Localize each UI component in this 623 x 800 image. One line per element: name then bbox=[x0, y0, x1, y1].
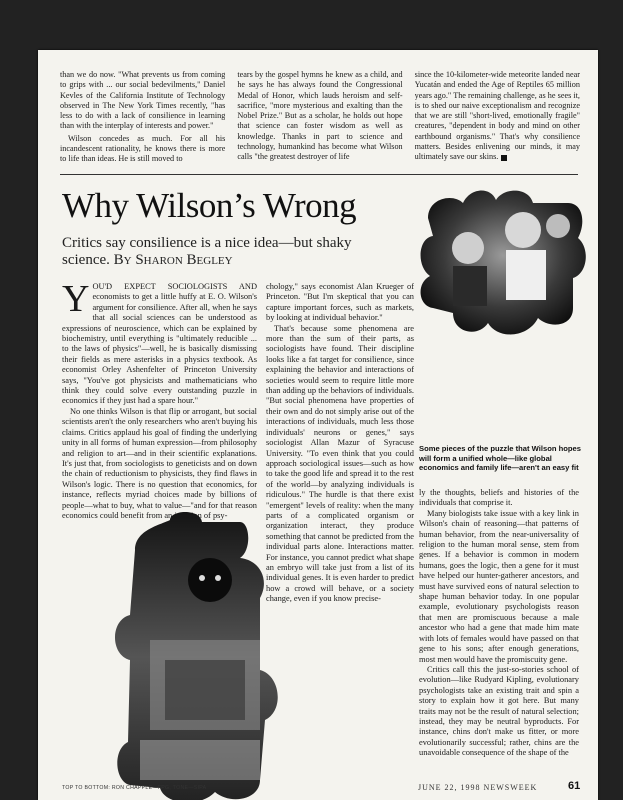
top-column-1 bbox=[60, 70, 225, 196]
paragraph: Many biologists take issue with a key link in Wilson's chain of reasoning—that patterns of human behavior, from the near-universality of religion to the human moral sense, stem from genes. If a behavior is common in modern humans, goes the logic, then a gene for it must have helped our hunter-gatherer ancestors, and must have survived eons of natural selection to shape human behavior today. In one popular example, evolutionary psychologists reason that men are promiscuous because a male ancestor who had a gene that made him mate with lots of females would have passed on that gene to his sons; after enough generations, most men would have the promiscuity gene. bbox=[419, 508, 579, 664]
byline: By Sharon Begley bbox=[113, 252, 233, 268]
paragraph: Wilson concedes as much. For all his incandescent rationality, he knows there is more to life than ideas. He is still moved to bbox=[60, 133, 226, 164]
paragraph: tears by the gospel hymns he knew as a child, and he says he has always found the Congressional Medal of Honor, which lauds heroism and self-sacrifice, "more mysterious and exalting than the Nobel Prize." But as a scholar, he holds out hope that science can foster wisdom as well as knowledge. Thanks in part to science and technology, humankind has become what Wilson calls "the greatest destroyer of life bbox=[237, 70, 403, 162]
end-mark-icon bbox=[501, 155, 507, 161]
paragraph: That's because some phenomena are more than the sum of their parts, as sociologists have found. Their discipline looks like a fat target for consilience, since explaining the behavior and interactions of societies would seem to require little more than adding up the behaviors of individuals. "But social phenomena have properties of their own and do not simply arise out of the interactions of individuals, much less those individuals' neurons or genes," says sociologist Allan Mazur of Syracuse University. "To even think that you could approach sociological issues—such as how to take the good life and spread it to the rest of the world—by analyzing individuals is ridiculous." The hurdle is that there exist "emergent" levels of reality: when the many parts of a complicated organism or organization interact, they produce something that cannot be predicted from the individual parts alone. Interactions matter. For instance, you cannot predict what shape an embryo will take just from a list of its individual genes. It is even harder to predict how a crowd will behave, or a society change, even if you know precise- bbox=[266, 323, 414, 604]
paragraph: ly the thoughts, beliefs and histories of the individuals that comprise it. bbox=[419, 488, 579, 508]
paragraph bbox=[62, 282, 257, 407]
paragraph: No one thinks Wilson is that flip or arrogant, but social scientists aren't the only researchers who aren't buying his claims. Critics applaud his goal of finding the underlying unity in all forms of human expression—from philosophy and religion to art—and in their scientific explanations. It's just that, from sociologists to geneticists and on down the chain of reductionism to physicists, they find flaws in Wilson's logic. There is no question that economics, for instance, reflects myriad choices made by billions of people—what to buy, what to value—"and for that reason economics could benefit from an infusion of psy- bbox=[62, 406, 257, 520]
paragraph-text: since the 10-kilometer-wide meteorite landed near Yucatán and ended the Age of Reptiles 65 million years ago." The remaining challenge, as he sees it, is to shed our naive exceptionalism and recognize that we are still "short-lived, emotionally fragile" creatures, "dependent in body and mind on other earthbound organisms." That's why consilience matters. Besides enlivening our minds, it may ultimately save our skins. bbox=[414, 70, 580, 162]
divider-rule bbox=[60, 174, 578, 175]
body-column-right bbox=[419, 488, 579, 783]
puzzle-photo-top bbox=[408, 178, 588, 358]
paragraph bbox=[415, 70, 580, 163]
article-headline: Why Wilson’s Wrong bbox=[62, 186, 357, 225]
drop-cap: Y bbox=[62, 282, 90, 320]
paragraph: chology," says economist Alan Krueger of Princeton. "But I'm skeptical that you can capture important forces, such as markets, by looking at individual behavior." bbox=[266, 282, 414, 323]
paragraph-text: OU'D EXPECT SOCIOLOGISTS AND economists to get a little huffy at E. O. Wilson's argument for consilience. After all, when he says that all social sciences can be understood as expressions of neuroscience, which can be explained by biochemistry, until everything is "ultimately reducible ... to the laws of physics"—well, he is basically dismissing their fields as mere asterisks in a physics textbook. As economist Orley Ashenfelter of Princeton University says, "You've got physicists and mathematicians who think they could solve every outstanding puzzle in economics if they just had a spare hour." bbox=[62, 282, 257, 406]
deck-text: Critics say consilience is a nice idea—but shaky science. bbox=[62, 235, 352, 268]
paragraph: Critics call this the just-so-stories school of evolution—like Rudyard Kipling, evolutionary psychologists take an existing trait and spin a story to explain how it got here. But many traits may not be the result of natural selection; instead, they may be neutral byproducts. For instance, chins don't make us fitter, or more evolutionarily successful; rather, chins are the unavoidable consequence of the shape of the bbox=[419, 664, 579, 758]
issue-footer: JUNE 22, 1998 NEWSWEEK bbox=[418, 783, 538, 792]
article-deck bbox=[62, 235, 382, 269]
page-number: 61 bbox=[568, 780, 581, 792]
photo-caption: Some pieces of the puzzle that Wilson hopes will form a unified whole—like global economics and family life—aren't an easy fit bbox=[419, 444, 581, 473]
photo-credit: TOP TO BOTTOM: RON CHAPPLE—FPG, TONE—SIPA bbox=[62, 785, 207, 791]
paragraph: than we do now. "What prevents us from coming to grips with ... our social bedevilments," Daniel Kevles of the California Institute of Technology observed in The New York Times recently, "has less to do with a lack of consilience in learning than with the interplay of interests and power." bbox=[60, 70, 226, 131]
puzzle-photo-bottom bbox=[110, 510, 320, 800]
magazine-page bbox=[38, 50, 598, 800]
top-column-2 bbox=[237, 70, 402, 196]
